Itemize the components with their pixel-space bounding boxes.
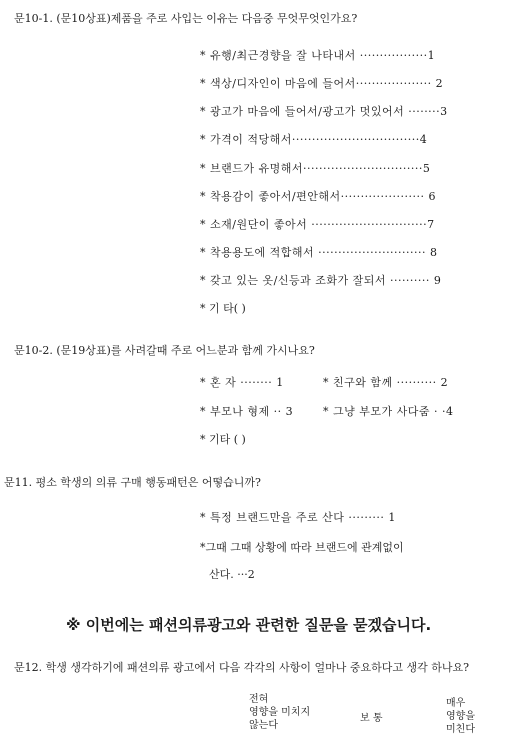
- option-11-2-cont: 산다. ···2: [209, 568, 255, 581]
- option-10-2-4[interactable]: * 그냥 부모가 사다줌 · ·4: [323, 405, 454, 418]
- option-10-1-other[interactable]: * 기 타( ): [200, 302, 246, 315]
- scale-mid-label: 보 통: [360, 713, 383, 724]
- scale-low-label: [249, 693, 310, 732]
- option-11-1[interactable]: * 특정 브랜드만을 주로 산다 ········· 1: [200, 511, 396, 524]
- option-10-1-1[interactable]: * 유행/최근경향을 잘 나타내서 ·················1: [200, 49, 436, 62]
- scale-high-line-1: 매우: [446, 698, 466, 709]
- option-10-2-1[interactable]: * 혼 자 ········ 1: [200, 376, 284, 389]
- option-11-2[interactable]: *그때 그때 상황에 따라 브랜드에 관계없이: [200, 541, 404, 554]
- option-10-1-5[interactable]: * 브랜드가 유명해서······························5: [200, 162, 431, 175]
- question-12: 문12. 학생 생각하기에 패션의류 광고에서 다음 각각의 사항이 얼마나 중요하다고 생각 하나요?: [14, 661, 470, 674]
- option-10-1-2[interactable]: * 색상/디자인이 마음에 들어서··················· 2: [200, 77, 444, 90]
- scale-low-line-3: 않는다: [249, 720, 278, 731]
- option-10-2-3[interactable]: * 부모나 형제 ·· 3: [200, 405, 294, 418]
- option-10-1-8[interactable]: * 착용용도에 적합해서 ··························· 8: [200, 246, 438, 259]
- option-10-1-3[interactable]: * 광고가 마음에 들어서/광고가 멋있어서 ········3: [200, 105, 448, 118]
- option-10-1-4[interactable]: * 가격이 적당해서································4: [200, 133, 428, 146]
- scale-low-line-2: 영향을 미치지: [249, 707, 311, 718]
- option-10-2-other[interactable]: * 기타 ( ): [200, 433, 246, 446]
- section-notice: ※ 이번에는 패션의류광고와 관련한 질문을 묻겠습니다.: [66, 616, 432, 634]
- option-10-1-7[interactable]: * 소재/원단이 좋아서 ·····························7: [200, 218, 435, 231]
- option-10-1-6[interactable]: * 착용감이 좋아서/편안해서····················· 6: [200, 190, 437, 203]
- scale-high-label: [446, 697, 475, 736]
- option-10-1-9[interactable]: * 갖고 있는 옷/신등과 조화가 잘되서 ·········· 9: [200, 274, 442, 287]
- question-10-1: 문10-1. (문10상표)제품을 주로 사입는 이유는 다음중 무엇무엇인가요?: [14, 12, 358, 25]
- scale-high-line-2: 영향을: [446, 711, 475, 722]
- question-11: 문11. 평소 학생의 의류 구매 행동패턴은 어떻습니까?: [4, 476, 261, 489]
- option-10-2-2[interactable]: * 친구와 함께 ·········· 2: [323, 376, 449, 389]
- scale-low-line-1: 전혀: [249, 694, 269, 705]
- scale-high-line-3: 미친다: [446, 724, 475, 735]
- question-10-2: 문10-2. (문19상표)를 사려갈때 주로 어느분과 함께 가시나요?: [14, 344, 315, 357]
